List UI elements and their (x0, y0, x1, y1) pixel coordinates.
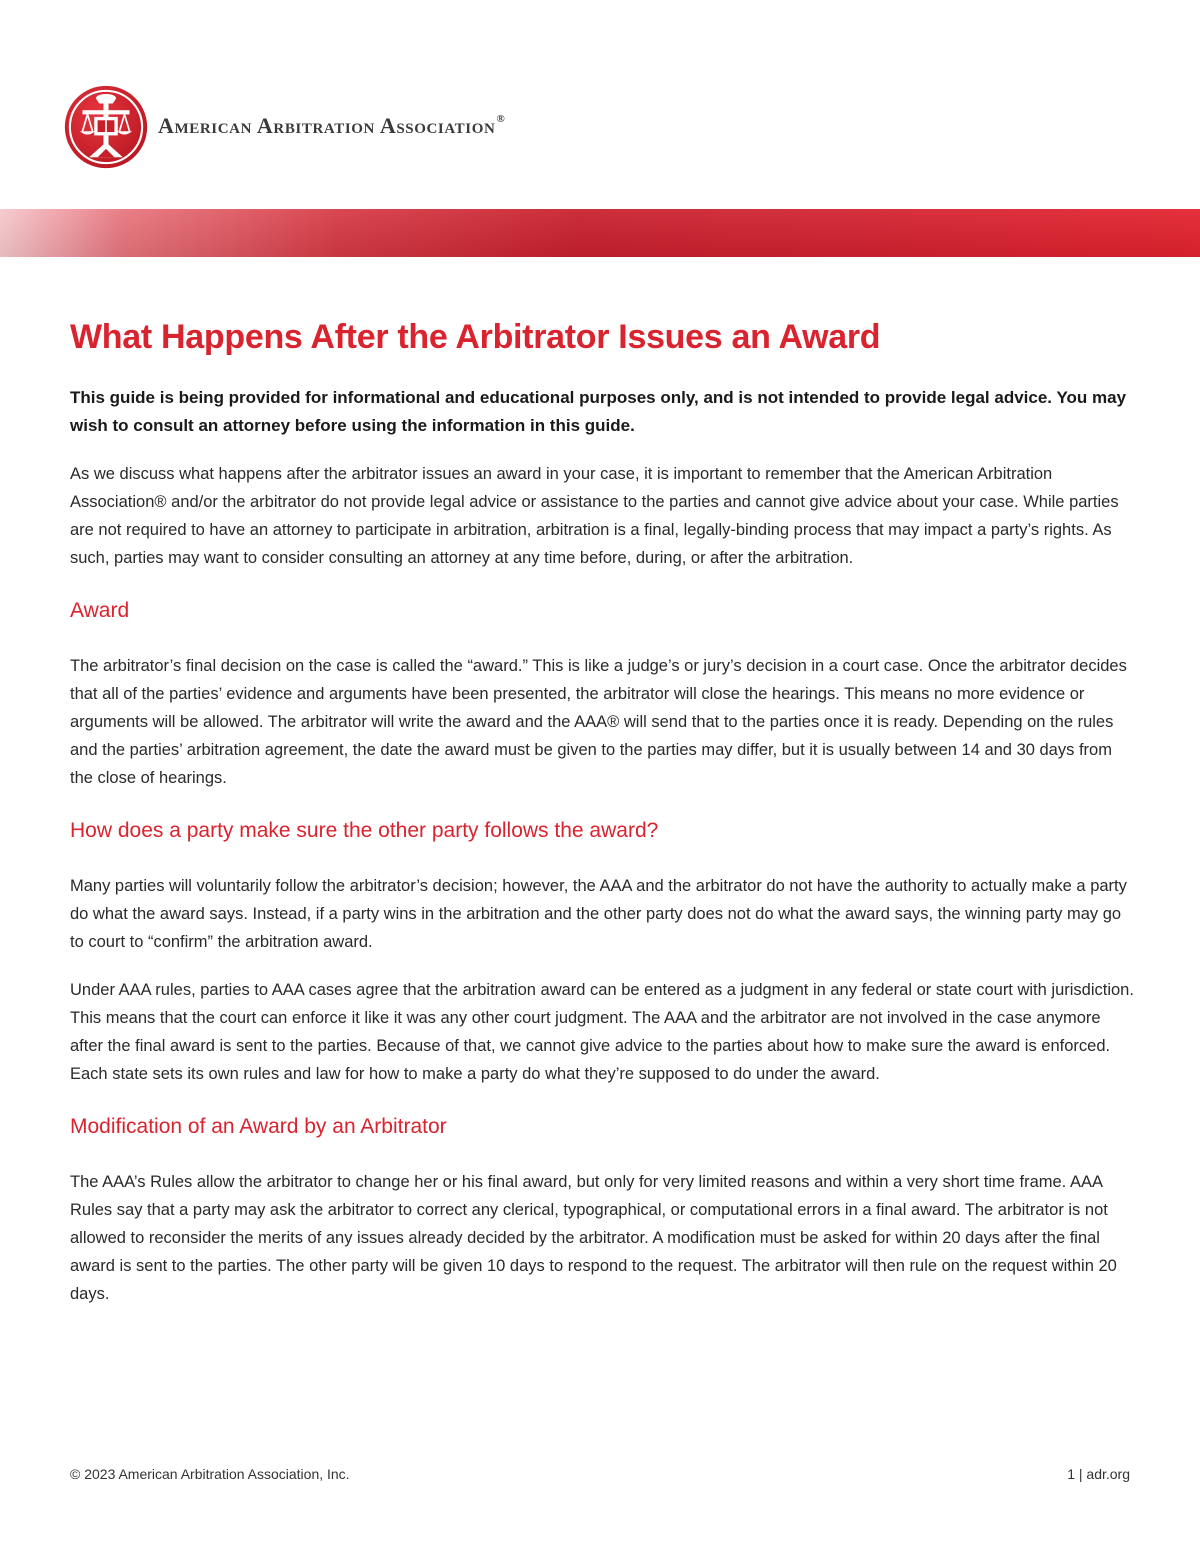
page-title: What Happens After the Arbitrator Issues an Award (70, 318, 881, 356)
disclaimer-paragraph: This guide is being provided for informational and educational purposes only, and is not intended to provide legal advice. You may wish to consult an attorney before using the information in this guide. (70, 388, 1127, 435)
section-heading-enforcement: How does a party make sure the other party follows the award? (70, 819, 659, 842)
document-body (70, 314, 1134, 1308)
intro-paragraph: As we discuss what happens after the arbitrator issues an award in your case, it is important to remember that the American Arbitration Association® and/or the arbitrator do not provide legal advice or assistance to the parties and cannot give advice about your case. While parties are not required to have an attorney to participate in arbitration, arbitration is a final, legally-binding process that may impact a party’s rights. As such, parties may want to consider consulting an attorney at any time before, during, or after the arbitration. (70, 465, 1119, 567)
scales-of-justice-seal-icon (64, 85, 148, 169)
award-paragraph: The arbitrator’s final decision on the case is called the “award.” This is like a judge’s or jury’s decision in a court case. Once the arbitrator decides that all of the parties’ evidence and arguments have been presented, the arbitrator will close the hearings. This means no more evidence or arguments will be allowed. The arbitrator will write the award and the AAA® will send that to the parties once it is ready. Depending on the rules and the parties’ arbitration agreement, the date the award must be given to the parties may differ, but it is usually between 14 and 30 days from the close of hearings. (70, 657, 1127, 787)
section-heading-modification: Modification of an Award by an Arbitrator (70, 1115, 447, 1138)
header-logo (64, 83, 505, 171)
modification-paragraph: The AAA’s Rules allow the arbitrator to change her or his final award, but only for very limited reasons and within a very short time frame. AAA Rules say that a party may ask the arbitrator to correct any clerical, typographical, or computational errors in a final award. The arbitrator is not allowed to reconsider the merits of any issues already decided by the arbitrator. A modification must be asked for within 20 days after the final award is sent to the parties. The other party will be given 10 days to respond to the request. The arbitrator will then rule on the request within 20 days. (70, 1173, 1117, 1303)
footer-page-number-site: 1 | adr.org (1067, 1466, 1130, 1482)
registered-mark: ® (496, 113, 506, 125)
section-heading-award: Award (70, 599, 130, 622)
enforcement-paragraph-1: Many parties will voluntarily follow the arbitrator’s decision; however, the AAA and the arbitrator do not have the authority to actually make a party do what the award says. Instead, if a party wins in the arbitration and the other party does not do what the award says, the winning party may go to court to “confirm” the arbitration award. (70, 877, 1127, 951)
enforcement-paragraph-2: Under AAA rules, parties to AAA cases agree that the arbitration award can be entered as a judgment in any federal or state court with jurisdiction. This means that the court can enforce it like it was any other court judgment. The AAA and the arbitrator are not involved in the case anymore after the final award is sent to the parties. Because of that, we cannot give advice to the parties about how to make sure the award is enforced. Each state sets its own rules and law for how to make a party do what they’re supposed to do under the award. (70, 981, 1134, 1083)
organization-name: American Arbitration Association® (158, 113, 506, 138)
footer-copyright: © 2023 American Arbitration Association, Inc. (70, 1466, 350, 1482)
decorative-red-band (0, 209, 1200, 257)
